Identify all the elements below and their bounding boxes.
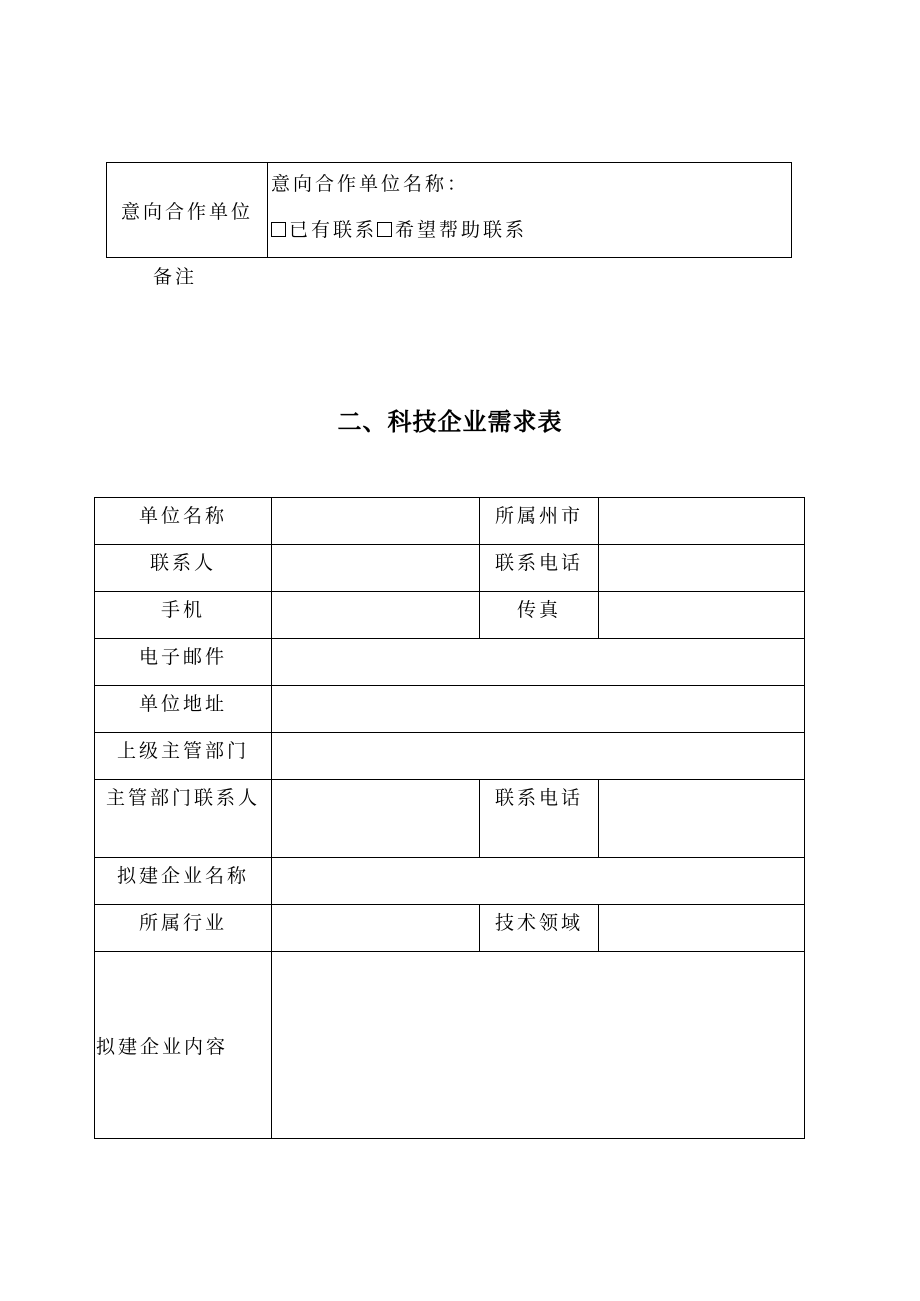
label-planned-name: 拟建企业名称 xyxy=(95,858,272,905)
field-contact[interactable] xyxy=(272,545,480,592)
table-row xyxy=(95,733,805,780)
table-row xyxy=(95,639,805,686)
section-title: 二、科技企业需求表 xyxy=(337,408,563,436)
field-planned-content[interactable] xyxy=(272,952,805,1139)
remark-label: 备注 xyxy=(153,266,198,288)
table-row xyxy=(95,858,805,905)
field-phone[interactable] xyxy=(599,545,805,592)
label-fax: 传真 xyxy=(480,592,599,639)
label-address: 单位地址 xyxy=(95,686,272,733)
table-row xyxy=(95,952,805,1139)
label-superior-dept: 上级主管部门 xyxy=(95,733,272,780)
cooperation-table xyxy=(106,162,792,258)
label-email: 电子邮件 xyxy=(95,639,272,686)
option-contacted-label: 已有联系 xyxy=(289,219,378,241)
label-tech-field: 技术领域 xyxy=(480,905,599,952)
label-industry: 所属行业 xyxy=(95,905,272,952)
label-prefecture: 所属州市 xyxy=(480,498,599,545)
label-contact: 联系人 xyxy=(95,545,272,592)
field-email[interactable] xyxy=(272,639,805,686)
field-dept-phone[interactable] xyxy=(599,780,805,858)
option-need-help-label: 希望帮助联系 xyxy=(395,219,528,241)
cooperation-label: 意向合作单位 xyxy=(107,163,268,257)
table-row xyxy=(95,498,805,545)
field-mobile[interactable] xyxy=(272,592,480,639)
field-address[interactable] xyxy=(272,686,805,733)
label-dept-phone: 联系电话 xyxy=(480,780,599,858)
table-row xyxy=(95,686,805,733)
label-phone: 联系电话 xyxy=(480,545,599,592)
label-planned-content: 拟建企业内容 xyxy=(95,952,272,1139)
table-row xyxy=(95,780,805,858)
field-dept-contact[interactable] xyxy=(272,780,480,858)
field-industry[interactable] xyxy=(272,905,480,952)
checkbox-need-help[interactable] xyxy=(377,222,392,237)
field-fax[interactable] xyxy=(599,592,805,639)
table-row xyxy=(95,545,805,592)
requirement-table xyxy=(94,497,805,1139)
field-superior-dept[interactable] xyxy=(272,733,805,780)
label-mobile: 手机 xyxy=(95,592,272,639)
cooperation-name-label: 意向合作单位名称： xyxy=(271,173,470,195)
label-unit-name: 单位名称 xyxy=(95,498,272,545)
table-row xyxy=(95,905,805,952)
field-prefecture[interactable] xyxy=(599,498,805,545)
field-planned-name[interactable] xyxy=(272,858,805,905)
table-row xyxy=(95,592,805,639)
cooperation-options xyxy=(271,215,527,242)
checkbox-contacted[interactable] xyxy=(271,222,286,237)
field-unit-name[interactable] xyxy=(272,498,480,545)
field-tech-field[interactable] xyxy=(599,905,805,952)
cooperation-content xyxy=(269,163,791,257)
label-dept-contact: 主管部门联系人 xyxy=(95,780,272,858)
